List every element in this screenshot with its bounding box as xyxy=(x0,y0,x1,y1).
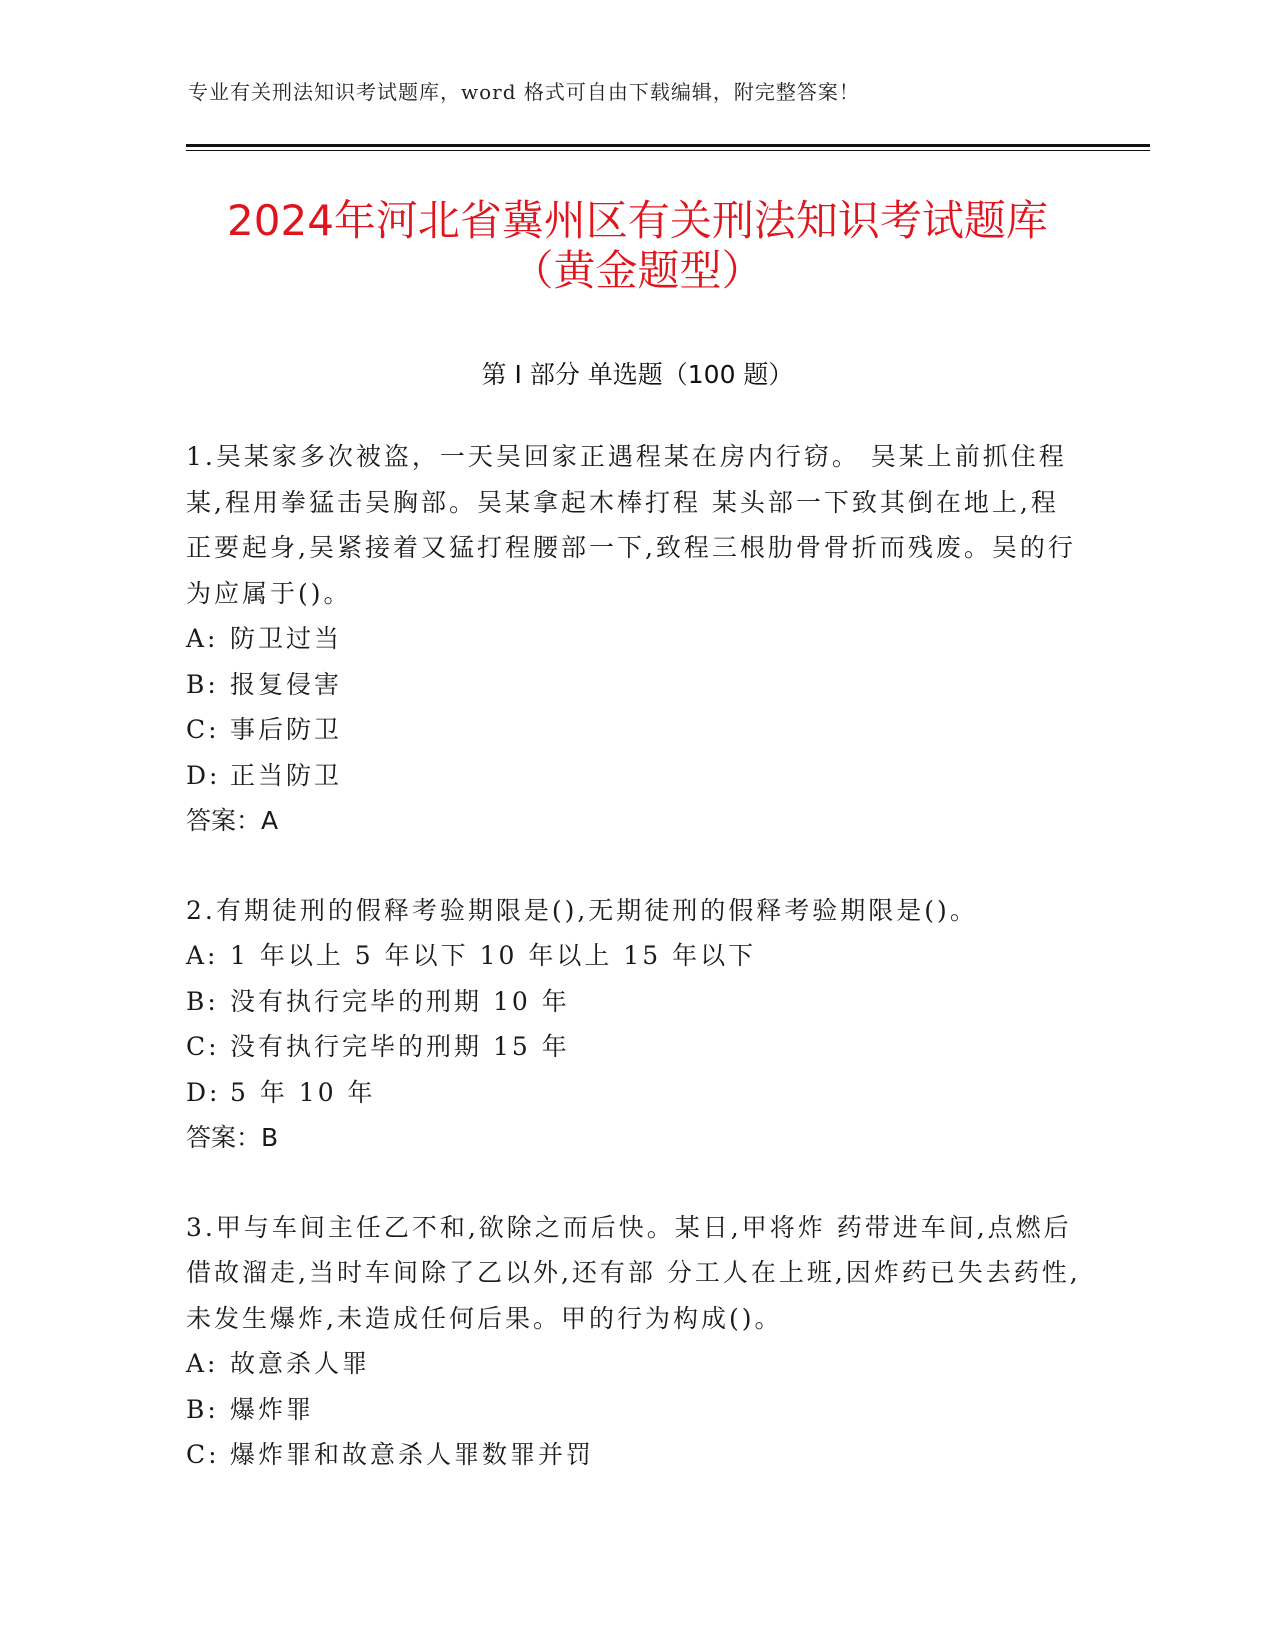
option-key: D: xyxy=(186,760,221,790)
option-text: 没有执行完毕的刑期 10 年 xyxy=(230,986,570,1016)
option-a xyxy=(186,616,1086,662)
option-key: A: xyxy=(186,941,219,970)
option-text: 故意杀人罪 xyxy=(230,1349,371,1378)
option-key: C: xyxy=(186,715,220,744)
answer-line: 答案：A xyxy=(186,806,279,835)
question-2 xyxy=(186,888,1086,1161)
title-line-1: 2024年河北省冀州区有关刑法知识考试题库 xyxy=(227,196,1048,245)
question-list xyxy=(186,434,1086,1522)
option-text: 防卫过当 xyxy=(230,624,343,653)
option-text: 1 年以上 5 年以下 10 年以上 15 年以下 xyxy=(230,941,757,970)
option-b xyxy=(186,662,1086,708)
header-note: 专业有关刑法知识考试题库，word 格式可自由下载编辑，附完整答案！ xyxy=(188,80,860,104)
option-key: B: xyxy=(186,986,219,1016)
option-key: C: xyxy=(186,1440,220,1469)
option-key: D: xyxy=(186,1077,221,1107)
option-a xyxy=(186,933,1086,979)
option-d xyxy=(186,1070,1086,1116)
option-a xyxy=(186,1341,1086,1387)
option-text: 报复侵害 xyxy=(230,669,343,699)
document-title xyxy=(0,196,1275,296)
option-key: A: xyxy=(186,1349,219,1378)
option-key: B: xyxy=(186,669,219,699)
answer-line: 答案：B xyxy=(186,1123,279,1152)
option-text: 事后防卫 xyxy=(230,715,343,744)
question-stem: 3.甲与车间主任乙不和,欲除之而后快。某日,甲将炸 药带进车间,点燃后借故溜走,当时车间除了乙以外,还有部 分工人在上班,因炸药已失去药性,未发生爆炸,未造成任何后果。甲的行为构成()。 xyxy=(186,1212,1081,1333)
question-1 xyxy=(186,434,1086,844)
option-b xyxy=(186,1387,1086,1433)
section-title: 第 I 部分 单选题（100 题） xyxy=(481,360,794,389)
option-d xyxy=(186,753,1086,799)
header-divider-thick xyxy=(186,144,1150,147)
option-b xyxy=(186,979,1086,1025)
option-text: 爆炸罪 xyxy=(230,1394,315,1424)
option-key: A: xyxy=(186,624,219,653)
option-text: 5 年 10 年 xyxy=(230,1077,376,1107)
question-stem: 1.吴某家多次被盗，一天吴回家正遇程某在房内行窃。 吴某上前抓住程某,程用拳猛击吴胸部。吴某拿起木棒打程 某头部一下致其倒在地上,程正要起身,吴紧接着又猛打程腰部一下,致程三根肋骨骨折而残废。吴的行为应属于()。 xyxy=(186,442,1076,608)
title-line-2: （黄金题型） xyxy=(511,246,764,295)
question-stem: 2.有期徒刑的假释考验期限是(),无期徒刑的假释考验期限是()。 xyxy=(186,895,978,925)
option-key: C: xyxy=(186,1032,220,1061)
option-c xyxy=(186,707,1086,753)
option-c xyxy=(186,1432,1086,1478)
option-c xyxy=(186,1024,1086,1070)
option-text: 正当防卫 xyxy=(230,760,343,790)
option-text: 爆炸罪和故意杀人罪数罪并罚 xyxy=(230,1440,595,1469)
option-key: B: xyxy=(186,1394,219,1424)
header-divider-thin xyxy=(186,150,1150,151)
option-text: 没有执行完毕的刑期 15 年 xyxy=(230,1032,570,1061)
question-3 xyxy=(186,1205,1086,1478)
